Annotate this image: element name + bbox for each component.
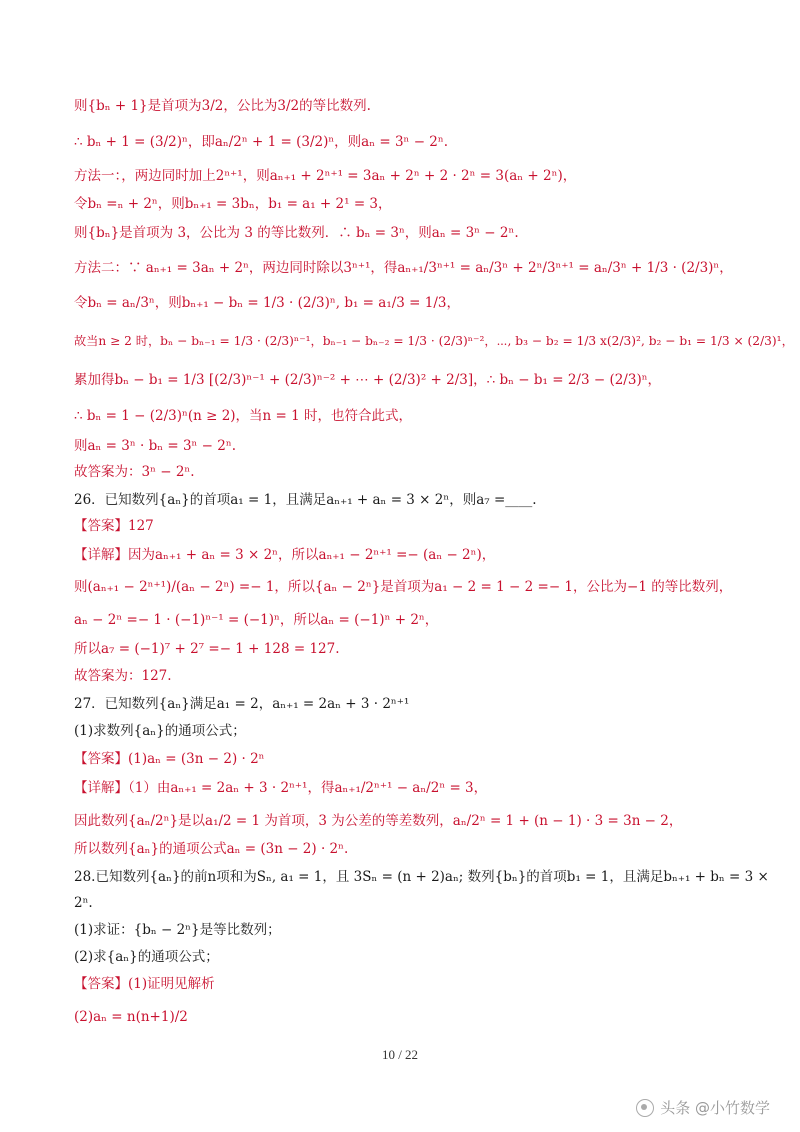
text-line: 则{bₙ}是首项为 3，公比为 3 的等比数列．∴ bₙ = 3ⁿ，则aₙ = 3ⁿ − 2ⁿ.: [74, 225, 519, 241]
question-27: 27．已知数列{aₙ}满足a₁ = 2，aₙ₊₁ = 2aₙ + 3 · 2ⁿ⁺¹: [74, 696, 410, 712]
question-28: 28.已知数列{aₙ}的前n项和为Sₙ, a₁ = 1，且 3Sₙ = (n + 2)aₙ; 数列{bₙ}的首项b₁ = 1，且满足bₙ₊₁ + bₙ = 3 ×: [74, 869, 769, 885]
question-28-part-1: (1)求证：{bₙ − 2ⁿ}是等比数列；: [74, 922, 281, 938]
answer-label: 【答案】(1)证明见解析: [74, 976, 215, 992]
text-line: 则{bₙ + 1}是首项为3/2，公比为3/2的等比数列.: [74, 98, 371, 114]
text-line: 方法一：，两边同时加上2ⁿ⁺¹，则aₙ₊₁ + 2ⁿ⁺¹ = 3aₙ + 2ⁿ + 2 · 2ⁿ = 3(aₙ + 2ⁿ)，: [74, 168, 577, 184]
text-line: ∴ bₙ = 1 − (2/3)ⁿ(n ≥ 2)，当n = 1 时，也符合此式，: [74, 408, 413, 424]
text-line: 因此数列{aₙ/2ⁿ}是以a₁/2 = 1 为首项，3 为公差的等差数列，aₙ/2ⁿ = 1 + (n − 1) · 3 = 3n − 2，: [74, 813, 683, 829]
question-27-part-1: (1)求数列{aₙ}的通项公式；: [74, 723, 246, 739]
text-line: 2ⁿ.: [74, 895, 93, 911]
detail-line: 【详解】因为aₙ₊₁ + aₙ = 3 × 2ⁿ，所以aₙ₊₁ − 2ⁿ⁺¹ =− (aₙ − 2ⁿ)，: [74, 547, 496, 563]
answer-label: 【答案】(1)aₙ = (3n − 2) · 2ⁿ: [74, 751, 265, 767]
text-line: 方法二：∵ aₙ₊₁ = 3aₙ + 2ⁿ，两边同时除以3ⁿ⁺¹，得aₙ₊₁/3ⁿ⁺¹ = aₙ/3ⁿ + 2ⁿ/3ⁿ⁺¹ = aₙ/3ⁿ + 1/3 · (2/3)ⁿ，: [74, 260, 733, 276]
watermark: [636, 1097, 770, 1118]
text-line: aₙ − 2ⁿ =− 1 · (−1)ⁿ⁻¹ = (−1)ⁿ，所以aₙ = (−1)ⁿ + 2ⁿ，: [74, 612, 439, 628]
text-line: 故答案为：127.: [74, 668, 172, 684]
text-line: (2)aₙ = n(n+1)/2: [74, 1009, 188, 1025]
text-line: 令bₙ =ₙ + 2ⁿ，则bₙ₊₁ = 3bₙ，b₁ = a₁ + 2¹ = 3，: [74, 196, 392, 212]
text-line: 所以a₇ = (−1)⁷ + 2⁷ =− 1 + 128 = 127.: [74, 641, 340, 657]
text-line: 则(aₙ₊₁ − 2ⁿ⁺¹)/(aₙ − 2ⁿ) =− 1，所以{aₙ − 2ⁿ}是首项为a₁ − 2 = 1 − 2 =− 1，公比为−1 的等比数列，: [74, 579, 733, 595]
text-line: 所以数列{aₙ}的通项公式aₙ = (3n − 2) · 2ⁿ.: [74, 841, 349, 857]
watermark-text: 头条 @小竹数学: [660, 1099, 770, 1117]
page-number: 10 / 22: [381, 1047, 419, 1062]
text-line: 累加得bₙ − b₁ = 1/3 [(2/3)ⁿ⁻¹ + (2/3)ⁿ⁻² + ⋯ + (2/3)² + 2/3]，∴ bₙ − b₁ = 2/3 − (2/3)ⁿ，: [74, 372, 662, 388]
answer-label: 【答案】127: [74, 518, 154, 534]
text-line: 令bₙ = aₙ/3ⁿ，则bₙ₊₁ − bₙ = 1/3 · (2/3)ⁿ, b₁ = a₁/3 = 1/3，: [74, 295, 460, 311]
text-line: 则aₙ = 3ⁿ · bₙ = 3ⁿ − 2ⁿ.: [74, 438, 237, 454]
question-28-part-2: (2)求{aₙ}的通项公式；: [74, 949, 219, 965]
text-line: 故当n ≥ 2 时，bₙ − bₙ₋₁ = 1/3 · (2/3)ⁿ⁻¹，bₙ₋₁ − bₙ₋₂ = 1/3 · (2/3)ⁿ⁻²，⋯, b₃ − b₂ = 1/3 x(2/3)², b₂ − b₁ = 1/3 × (2/3)¹，: [74, 334, 794, 348]
detail-line: 【详解】（1）由aₙ₊₁ = 2aₙ + 3 · 2ⁿ⁺¹，得aₙ₊₁/2ⁿ⁺¹ − aₙ/2ⁿ = 3，: [74, 780, 488, 796]
camera-icon: [636, 1099, 654, 1117]
question-26: 26．已知数列{aₙ}的首项a₁ = 1，且满足aₙ₊₁ + aₙ = 3 × 2ⁿ，则a₇ =____.: [74, 492, 537, 508]
text-line: 故答案为：3ⁿ − 2ⁿ.: [74, 464, 195, 480]
text-line: ∴ bₙ + 1 = (3/2)ⁿ，即aₙ/2ⁿ + 1 = (3/2)ⁿ，则aₙ = 3ⁿ − 2ⁿ.: [74, 134, 449, 150]
